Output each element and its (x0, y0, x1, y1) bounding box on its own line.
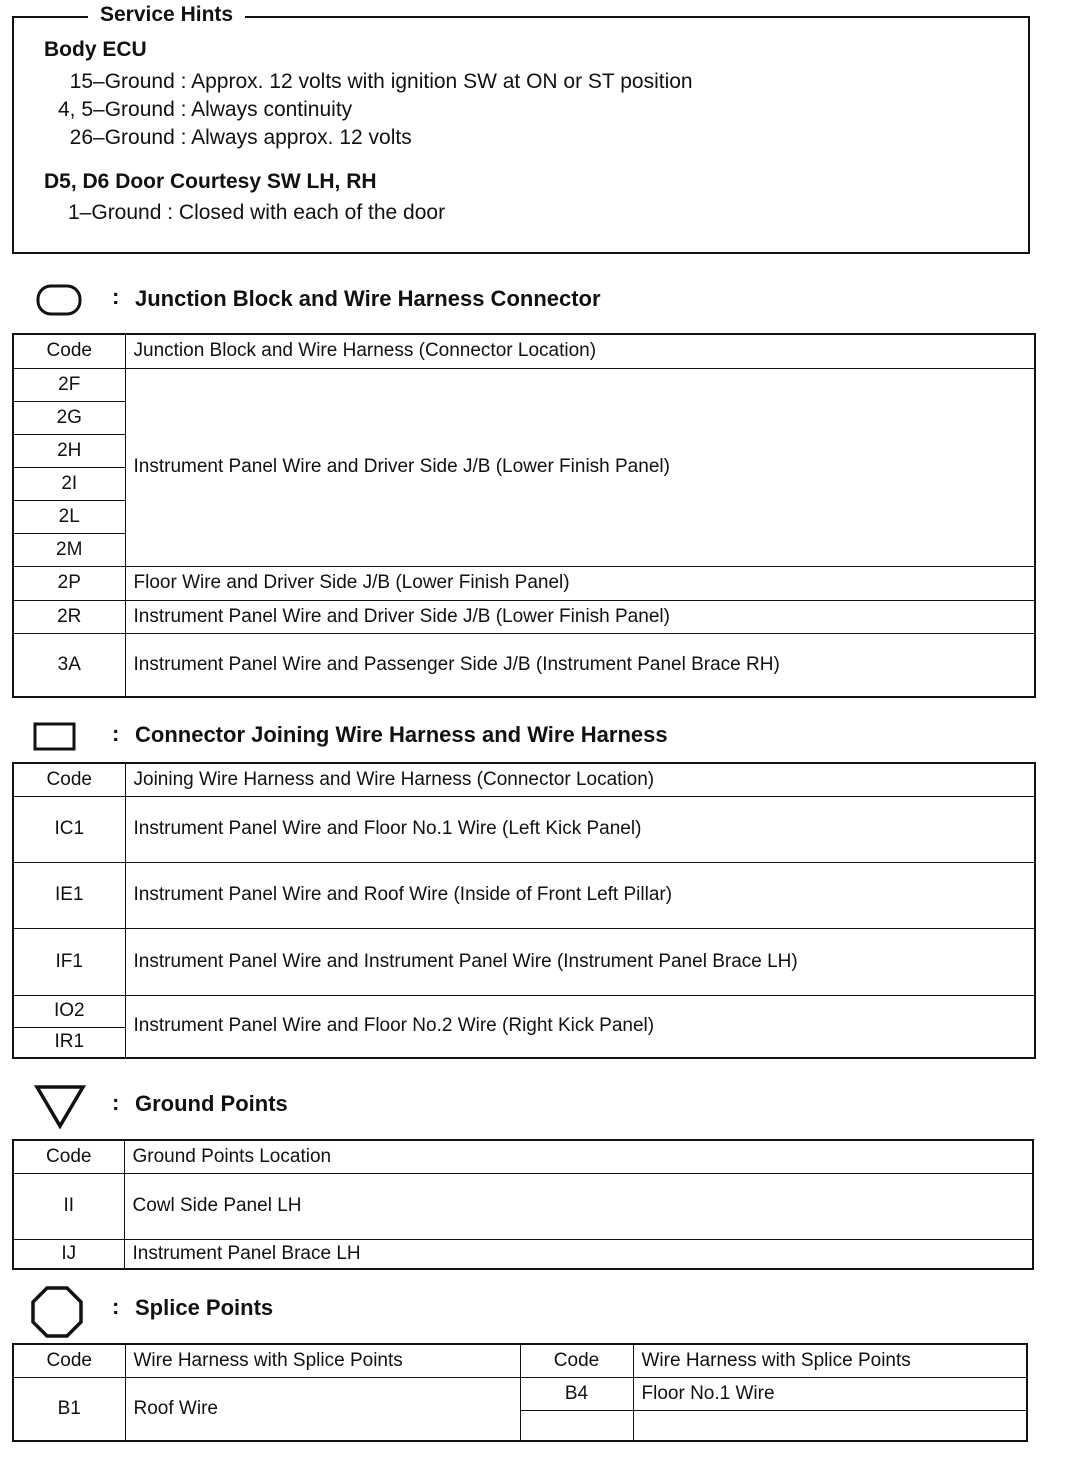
code-cell: IE1 (13, 862, 125, 928)
empty-desc-cell (633, 1410, 1027, 1441)
code-header-2: Code (520, 1344, 633, 1377)
code-cell: 2I (13, 467, 125, 500)
desc-cell: Floor Wire and Driver Side J/B (Lower Finish Panel) (125, 566, 1035, 600)
desc-header: Junction Block and Wire Harness (Connector Location) (125, 334, 1035, 368)
table-header-row (13, 334, 1035, 368)
desc-cell: Instrument Panel Wire and Passenger Side J/B (Instrument Panel Brace RH) (125, 633, 1035, 697)
desc-cell: Instrument Panel Wire and Roof Wire (Inside of Front Left Pillar) (125, 862, 1035, 928)
ground-colon: : (112, 1090, 120, 1115)
splice-section-title: Splice Points (135, 1295, 274, 1320)
code-cell: IF1 (13, 928, 125, 995)
desc-cell: Cowl Side Panel LH (124, 1173, 1033, 1239)
junction-section-title: Junction Block and Wire Harness Connector (135, 286, 601, 311)
desc-cell: Instrument Panel Brace LH (124, 1239, 1033, 1269)
body-ecu-line-1: 15–Ground : Approx. 12 volts with ignition SW at ON or ST position (58, 70, 693, 93)
code-cell: B1 (13, 1377, 125, 1441)
desc-cell: Roof Wire (125, 1377, 520, 1441)
table-row (13, 633, 1035, 697)
desc-cell: Instrument Panel Wire and Instrument Panel Wire (Instrument Panel Brace LH) (125, 928, 1035, 995)
table-row (13, 1239, 1033, 1269)
splice-table (12, 1343, 1028, 1442)
table-row (13, 995, 1035, 1027)
junction-table (12, 333, 1036, 698)
desc-cell-2: Floor No.1 Wire (633, 1377, 1027, 1410)
desc-cell: Instrument Panel Wire and Driver Side J/B (Lower Finish Panel) (125, 368, 1035, 566)
code-cell: 2G (13, 401, 125, 434)
code-cell: 2L (13, 500, 125, 533)
desc-header: Joining Wire Harness and Wire Harness (Connector Location) (125, 763, 1035, 796)
table-row (13, 600, 1035, 633)
desc-cell: Instrument Panel Wire and Floor No.1 Wire (Left Kick Panel) (125, 796, 1035, 862)
body-ecu-heading: Body ECU (44, 38, 147, 61)
table-row (13, 1173, 1033, 1239)
desc-header: Ground Points Location (124, 1140, 1033, 1173)
code-cell: IO2 (13, 995, 125, 1027)
code-header: Code (13, 1344, 125, 1377)
table-row (13, 566, 1035, 600)
code-header: Code (13, 763, 125, 796)
code-cell: IR1 (13, 1027, 125, 1058)
down-triangle-icon (34, 1084, 86, 1130)
connector-section-title: Connector Joining Wire Harness and Wire Harness (135, 722, 668, 747)
code-cell: IJ (13, 1239, 124, 1269)
service-hints-title: Service Hints (88, 3, 245, 27)
table-row (13, 928, 1035, 995)
empty-code-cell (520, 1410, 633, 1441)
table-row (13, 796, 1035, 862)
table-header-row (13, 1140, 1033, 1173)
ground-table (12, 1139, 1034, 1270)
connector-table (12, 762, 1036, 1059)
code-cell: 2R (13, 600, 125, 633)
code-header: Code (13, 1140, 124, 1173)
table-header-row (13, 1344, 1027, 1377)
table-row (13, 1377, 1027, 1410)
body-ecu-line-2: 4, 5–Ground : Always continuity (58, 98, 353, 121)
splice-colon: : (112, 1294, 120, 1319)
rectangle-icon (33, 722, 77, 752)
code-cell: 2P (13, 566, 125, 600)
connector-colon: : (112, 721, 120, 746)
code-cell: 3A (13, 633, 125, 697)
table-header-row (13, 763, 1035, 796)
code-cell: 2M (13, 533, 125, 566)
body-ecu-line-3: 26–Ground : Always approx. 12 volts (58, 126, 412, 149)
rounded-rectangle-icon (36, 284, 82, 316)
ground-section-title: Ground Points (135, 1091, 288, 1116)
code-cell: 2F (13, 368, 125, 401)
table-row (13, 862, 1035, 928)
table-row (13, 368, 1035, 401)
desc-cell: Instrument Panel Wire and Floor No.2 Wire (Right Kick Panel) (125, 995, 1035, 1058)
code-cell: IC1 (13, 796, 125, 862)
octagon-icon (31, 1286, 83, 1338)
desc-cell: Instrument Panel Wire and Driver Side J/B (Lower Finish Panel) (125, 600, 1035, 633)
door-sw-line-1: 1–Ground : Closed with each of the door (68, 201, 446, 224)
junction-colon: : (112, 284, 120, 309)
code-header: Code (13, 334, 125, 368)
code-cell: II (13, 1173, 124, 1239)
desc-header: Wire Harness with Splice Points (125, 1344, 520, 1377)
door-sw-heading: D5, D6 Door Courtesy SW LH, RH (44, 170, 377, 193)
desc-header-2: Wire Harness with Splice Points (633, 1344, 1027, 1377)
code-cell-2: B4 (520, 1377, 633, 1410)
code-cell: 2H (13, 434, 125, 467)
